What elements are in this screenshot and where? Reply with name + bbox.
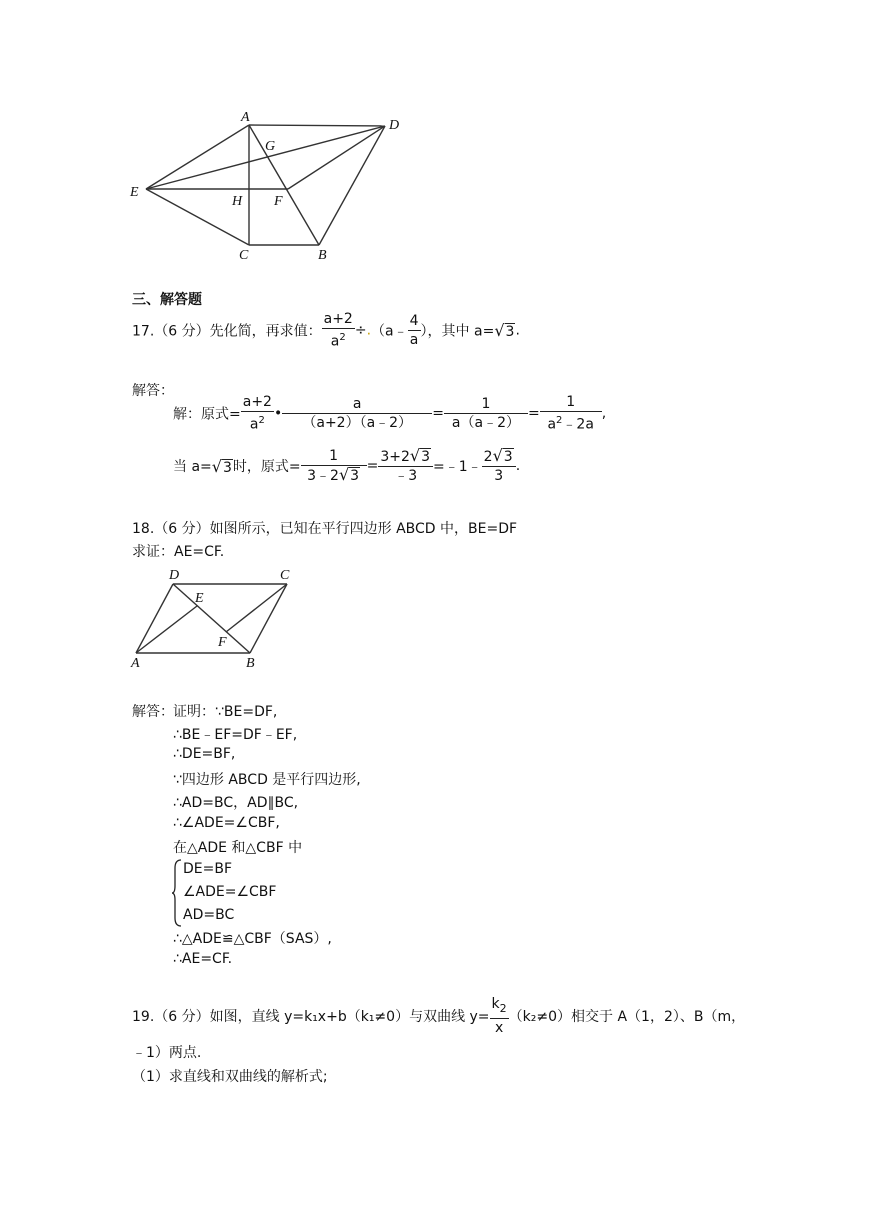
q19-line-3: （1）求直线和双曲线的解析式;: [132, 1069, 328, 1085]
fig1-label-F: F: [274, 194, 283, 209]
answer-18-line-7: 在△ADE 和△CBF 中: [173, 840, 303, 856]
answer-18-line-5: ∴AD=BC，AD∥BC,: [173, 795, 299, 811]
q17-prefix: 17.（6 分）先化简，再求值：: [132, 323, 322, 340]
q17-fraction-1: $\frac{a+2}{a^2}$: [323, 311, 353, 350]
fig2-label-A: A: [131, 656, 140, 671]
fig1-label-D: D: [389, 118, 400, 133]
answer-17-line-2: 当 a=√3时，原式= $\frac{1}{3﹣2√3}$ = $\frac{3+2√3}{﹣3}$ =﹣1﹣ $\frac{2√3}{3}$ .: [173, 446, 521, 484]
answer-17-label: 解答：: [132, 383, 174, 399]
answer-18-label: 解答：: [132, 704, 174, 720]
fig1-label-A: A: [241, 110, 250, 125]
fig1-label-C: C: [239, 248, 249, 263]
answer-18-line-3: ∴DE=BF,: [173, 746, 236, 762]
answer-18-line-1: 证明：∵BE=DF,: [173, 704, 278, 720]
fig1-label-B: B: [318, 248, 327, 263]
q18-line-1: 18.（6 分）如图所示，已知在平行四边形 ABCD 中，BE=DF: [132, 521, 518, 537]
answer-18-line-2: ∴BE﹣EF=DF﹣EF,: [173, 727, 298, 743]
answer-18-conclusion-1: ∴△ADE≌△CBF（SAS）,: [173, 931, 332, 947]
system-line-3: AD=BC: [183, 907, 235, 923]
q19-line-2: ﹣1）两点.: [132, 1045, 202, 1061]
fig1-label-H: H: [232, 194, 243, 209]
q19-line-1: 19.（6 分）如图，直线 y=k₁x+b（k₁≠0）与双曲线 y= $\frac{k_2}{x}$ （k₂≠0）相交于 A（1，2）、B（m，: [132, 996, 746, 1036]
figure-1-quadrilateral: [120, 105, 420, 270]
answer-18-conclusion-2: ∴AE=CF.: [173, 951, 233, 967]
question-17: 17.（6 分）先化简，再求值： $\frac{a+2}{a^2}$ ÷.（a﹣ $\frac{4}{a}$ ），其中 a=√3.: [132, 311, 520, 350]
system-brace: [171, 858, 183, 928]
q18-line-2: 求证：AE=CF.: [132, 544, 225, 560]
system-line-2: ∠ADE=∠CBF: [183, 884, 277, 900]
answer-18-line-4: ∵四边形 ABCD 是平行四边形,: [173, 772, 361, 788]
answer-18-line-6: ∴∠ADE=∠CBF,: [173, 815, 280, 831]
fig2-label-E: E: [195, 591, 204, 606]
fig2-label-F: F: [218, 635, 227, 650]
system-line-1: DE=BF: [183, 861, 233, 877]
fig1-label-G: G: [265, 139, 276, 154]
fig2-label-C: C: [280, 568, 290, 583]
fig1-label-E: E: [130, 185, 139, 200]
figure-2-parallelogram: [125, 562, 305, 672]
fig2-label-D: D: [169, 568, 180, 583]
section-title: 三、解答题: [132, 292, 202, 308]
q19-fraction: $\frac{k_2}{x}$: [491, 996, 507, 1036]
q17-fraction-2: $\frac{4}{a}$: [409, 312, 419, 348]
answer-17-line-1: 解：原式= $\frac{a+2}{a^2}$ • $\frac{a}{(a+2)(a﹣2)}$ = $\frac{1}{a(a﹣2)}$ = $\frac{1}{a^2﹣2a}$ ,: [173, 394, 607, 433]
fig2-label-B: B: [246, 656, 255, 671]
